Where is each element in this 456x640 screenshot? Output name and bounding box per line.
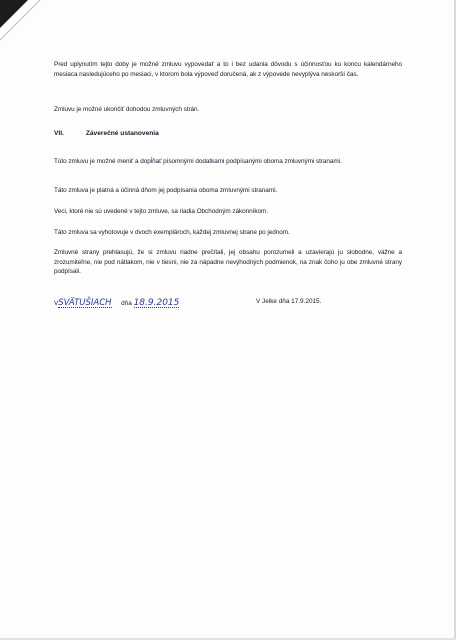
paragraph-validity: Táto zmluva je platná a účinná dňom jej podpísania oboma zmluvnými stranami. [54, 187, 278, 194]
paragraph-termination-notice: Pred uplynutím tejto doby je možné zmluvu vypovedať a to i bez udania dôvodu s účinnosťou ku koncu kalendárneho mesiaca nasledujúceho po mesiaci, v ktorom bola výpoveď doručená, ak z výpovede nevyplýva neskorší čas. [54, 61, 402, 78]
section-number: VII. [54, 130, 64, 137]
handwritten-place: SVÄTUŠIACH [58, 298, 112, 308]
signature-left [54, 298, 179, 308]
place-prefix: V [54, 300, 59, 307]
handwritten-date: 18.9.2015 [133, 298, 180, 308]
paragraph-declaration: Zmluvné strany prehlasujú, že si zmluvu riadne prečítali, jej obsahu porozumeli a uzavierajú ju slobodne, vážne a zrozumiteľne, nie pod nátlakom, nie v tiesni, nie za nápadne nevýhodných podmienok, na znak čoho ju obe zmluvné strany podpísali. [54, 249, 402, 276]
signature-right: V Jelke dňa 17.9.2015. [256, 298, 322, 305]
paragraph-copies: Táto zmluva sa vyhotovuje v dvoch exemplároch, každej zmluvnej strane po jednom. [54, 229, 290, 236]
fold-edge-shadow [0, 0, 42, 42]
paragraph-amendments: Túto zmluvu je možné meniť a dopĺňať písomnými dodatkami podpísanými oboma zmluvnými stranami. [54, 158, 342, 165]
paragraph-termination-agreement: Zmluvu je možné ukončiť dohodou zmluvných strán. [54, 106, 200, 113]
day-label: dňa [121, 300, 132, 307]
section-title: Záverečné ustanovenia [85, 130, 159, 137]
section-heading [54, 130, 159, 137]
paragraph-commercial-code: Veci, ktoré nie sú uvedené v tejto zmluve, sa riadia Obchodným zákonníkom. [54, 208, 269, 215]
